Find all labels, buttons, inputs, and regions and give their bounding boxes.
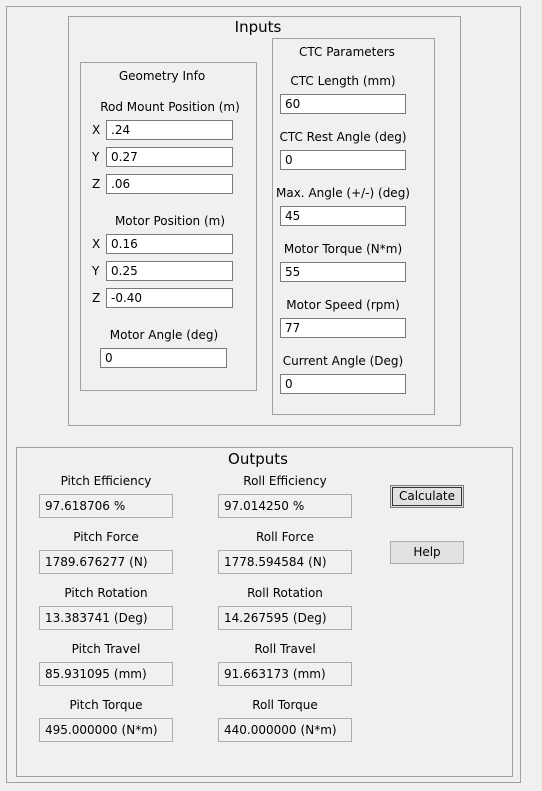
roll-efficiency-unit: % (292, 499, 305, 513)
pitch-travel-label: Pitch Travel (71, 642, 141, 656)
pitch-efficiency-unit: % (113, 499, 126, 513)
roll-rotation-output: 14.267595 (Deg) (218, 606, 352, 630)
motor-pos-y-label: Y (92, 264, 100, 278)
help-button[interactable]: Help (390, 541, 464, 564)
roll-travel-output: 91.663173 (mm) (218, 662, 352, 686)
roll-efficiency-output: 97.014250 % (218, 494, 352, 518)
rod-mount-z-label: Z (92, 177, 101, 191)
roll-rotation-label: Roll Rotation (247, 586, 323, 600)
ctc-rest-angle-label: CTC Rest Angle (deg) (279, 130, 407, 144)
roll-torque-unit: (N*m) (300, 723, 337, 737)
pitch-efficiency-label: Pitch Efficiency (60, 474, 152, 488)
motor-torque-input[interactable]: 55 (280, 262, 406, 282)
roll-travel-unit: (mm) (292, 667, 326, 681)
pitch-torque-unit: (N*m) (121, 723, 158, 737)
motor-pos-z-input[interactable]: -0.40 (106, 288, 233, 308)
current-angle-label: Current Angle (Deg) (282, 354, 404, 368)
rod-mount-x-input[interactable]: .24 (106, 120, 233, 140)
roll-efficiency-label: Roll Efficiency (243, 474, 327, 488)
ctc-length-label: CTC Length (mm) (290, 74, 396, 88)
roll-rotation-unit: (Deg) (292, 611, 327, 625)
outputs-title: Outputs (225, 450, 291, 468)
roll-force-output: 1778.594584 (N) (218, 550, 352, 574)
motor-torque-label: Motor Torque (N*m) (283, 242, 403, 256)
roll-torque-label: Roll Torque (252, 698, 318, 712)
ctc-rest-angle-input[interactable]: 0 (280, 150, 406, 170)
inputs-title: Inputs (232, 18, 285, 36)
current-angle-input[interactable]: 0 (280, 374, 406, 394)
pitch-rotation-output: 13.383741 (Deg) (39, 606, 173, 630)
motor-position-label: Motor Position (m) (114, 214, 226, 228)
roll-travel-label: Roll Travel (254, 642, 316, 656)
rod-mount-z-input[interactable]: .06 (106, 174, 233, 194)
pitch-force-unit: (N) (129, 555, 148, 569)
pitch-force-label: Pitch Force (73, 530, 139, 544)
rod-mount-y-label: Y (92, 150, 100, 164)
geometry-title: Geometry Info (118, 69, 206, 83)
max-angle-label: Max. Angle (+/-) (deg) (276, 186, 410, 200)
pitch-torque-label: Pitch Torque (69, 698, 143, 712)
motor-pos-y-input[interactable]: 0.25 (106, 261, 233, 281)
motor-pos-z-label: Z (92, 291, 101, 305)
motor-pos-x-label: X (92, 237, 101, 251)
pitch-travel-output: 85.931095 (mm) (39, 662, 173, 686)
roll-force-label: Roll Force (255, 530, 315, 544)
motor-angle-label: Motor Angle (deg) (109, 328, 219, 342)
motor-pos-x-input[interactable]: 0.16 (106, 234, 233, 254)
calculate-button[interactable]: Calculate (390, 485, 464, 508)
pitch-rotation-label: Pitch Rotation (64, 586, 148, 600)
ctc-length-input[interactable]: 60 (280, 94, 406, 114)
rod-mount-x-label: X (92, 123, 101, 137)
max-angle-input[interactable]: 45 (280, 206, 406, 226)
roll-force-unit: (N) (308, 555, 327, 569)
pitch-travel-unit: (mm) (113, 667, 147, 681)
motor-speed-label: Motor Speed (rpm) (286, 298, 400, 312)
roll-torque-output: 440.000000 (N*m) (218, 718, 352, 742)
pitch-force-output: 1789.676277 (N) (39, 550, 173, 574)
rod-mount-y-input[interactable]: 0.27 (106, 147, 233, 167)
pitch-torque-output: 495.000000 (N*m) (39, 718, 173, 742)
motor-speed-input[interactable]: 77 (280, 318, 406, 338)
ctc-parameters-title: CTC Parameters (299, 45, 395, 59)
pitch-efficiency-output: 97.618706 % (39, 494, 173, 518)
motor-angle-input[interactable]: 0 (100, 348, 227, 368)
pitch-rotation-unit: (Deg) (113, 611, 148, 625)
rod-mount-label: Rod Mount Position (m) (100, 100, 240, 114)
